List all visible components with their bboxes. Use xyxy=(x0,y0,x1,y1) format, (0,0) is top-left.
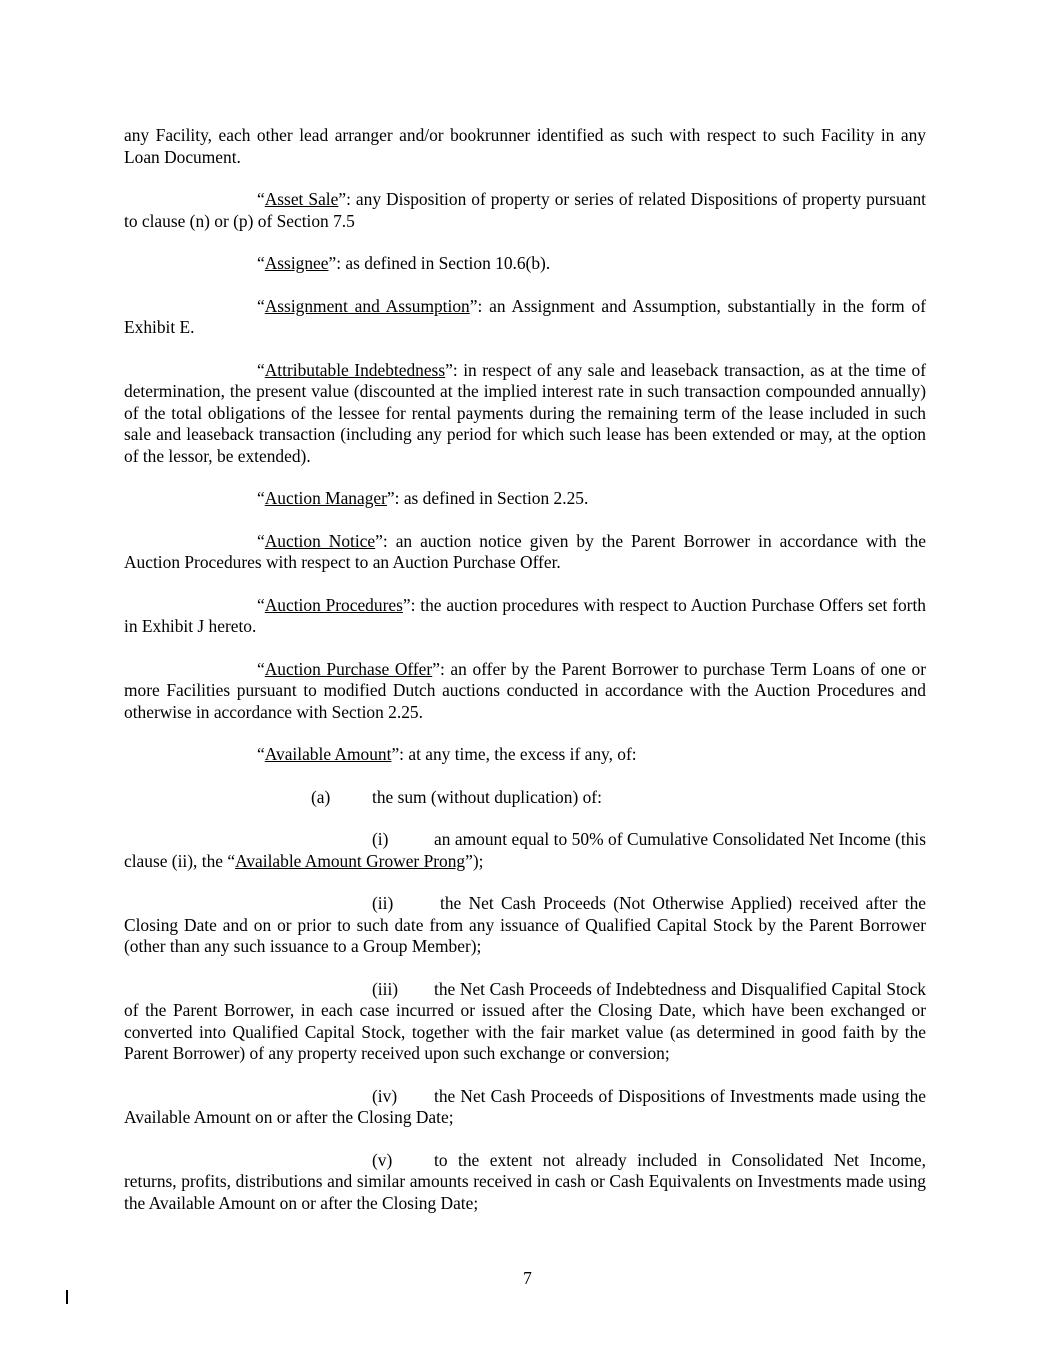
defined-term: Asset Sale xyxy=(264,189,339,209)
subclause-text: the Net Cash Proceeds (Not Otherwise Applied) received after the Closing Date and on or prior to such date from any issuance of Qualified Capital Stock by the Parent Borrower (other than any such issuance to a Group Member); xyxy=(124,893,926,956)
definition-body: : as defined in Section 10.6(b). xyxy=(336,253,551,273)
defined-term: Assignment and Assumption xyxy=(264,295,470,316)
defined-term: Auction Notice xyxy=(264,530,376,551)
subclause-text: to the extent not already included in Consolidated Net Income, returns, profits, distributions and similar amounts received in cash or Cash Equivalents on Investments made using the Available Amount on or after the Closing Date; xyxy=(124,1149,926,1213)
definition-assignee: “Assignee”: as defined in Section 10.6(b). xyxy=(257,253,551,273)
definition-body: : in respect of any sale and leaseback transaction, as at the time of determination, the present value (discounted at the implied interest rate in such transaction compounded annually) of the total obligations of the lessee for rental payments during the remaining term of the lease included in such sale and leaseback transaction (including any period for which such lease has been extended or may, at the option of the lessor, be extended). xyxy=(124,359,926,466)
definition-body: : the auction procedures with respect to Auction Purchase Offers set forth in Exhibit J hereto. xyxy=(124,594,927,636)
subclause-label: (iii) xyxy=(372,978,399,999)
definition-body: : an auction notice given by the Parent Borrower in accordance with the Auction Procedures with respect to an Auction Purchase Offer. xyxy=(124,530,926,572)
subclause-i xyxy=(124,829,926,872)
definition-body: : at any time, the excess if any, of: xyxy=(399,744,637,764)
intro-paragraph: any Facility, each other lead arranger and/or bookrunner identified as such with respect to such Facility in any Loan Document. xyxy=(124,125,926,167)
clause-label: (a) xyxy=(311,786,331,807)
subclause-text: the Net Cash Proceeds of Dispositions of Investments made using the Available Amount on or after the Closing Date; xyxy=(124,1085,926,1127)
defined-term: Assignee xyxy=(264,253,329,273)
document-body xyxy=(124,125,926,1235)
defined-term: Available Amount Grower Prong xyxy=(235,850,466,871)
subclause-text: an amount equal to 50% of Cumulative Consolidated Net Income (this clause (ii), the “ xyxy=(124,829,926,871)
subclause-ii xyxy=(124,893,926,958)
revision-bar xyxy=(66,1290,68,1304)
subclause-label: (iv) xyxy=(372,1085,398,1106)
definition-body: : an offer by the Parent Borrower to purchase Term Loans of one or more Facilities pursuant to modified Dutch auctions conducted in accordance with the Auction Procedures and otherwise in accordance with Section 2.25. xyxy=(124,658,926,722)
defined-term: Available Amount xyxy=(264,744,392,764)
definition-body: : any Disposition of property or series of related Dispositions of property pursuant to clause (n) or (p) of Section 7.5 xyxy=(124,189,926,231)
definition-body: : an Assignment and Assumption, substantially in the form of Exhibit E. xyxy=(124,295,926,337)
definition-auction-manager: “Auction Manager”: as defined in Section 2.25. xyxy=(257,488,589,508)
subclause-label: (i) xyxy=(372,829,389,849)
definition-asset-sale: “Asset Sale”: any Disposition of property or series of related Dispositions of property pursuant to clause (n) or (p) of Section 7.5 xyxy=(124,189,926,231)
definition-attributable-indebtedness: “Attributable Indebtedness”: in respect of any sale and leaseback transaction, as at the time of determination, the present value (discounted at the implied interest rate in such transaction compounded annually) of the total obligations of the lessee for rental payments during the remaining term of the lease included in such sale and leaseback transaction (including any period for which such lease has been extended or may, at the option of the lessor, be extended). xyxy=(124,359,926,466)
definition-auction-purchase-offer: “Auction Purchase Offer”: an offer by the Parent Borrower to purchase Term Loans of one or more Facilities pursuant to modified Dutch auctions conducted in accordance with the Auction Procedures and otherwise in accordance with Section 2.25. xyxy=(124,658,926,722)
subclause-text: the Net Cash Proceeds of Indebtedness and Disqualified Capital Stock of the Parent Borrower, in each case incurred or issued after the Closing Date, which have been exchanged or converted into Qualified Capital Stock, together with the fair market value (as determined in good faith by the Parent Borrower) of any property received upon such exchange or conversion; xyxy=(124,978,926,1063)
definition-auction-notice: “Auction Notice”: an auction notice given by the Parent Borrower in accordance with the Auction Procedures with respect to an Auction Purchase Offer. xyxy=(124,530,926,572)
defined-term: Auction Procedures xyxy=(264,594,403,615)
defined-term: Auction Manager xyxy=(264,488,387,508)
clause-text: the sum (without duplication) of: xyxy=(372,786,602,807)
subclause-iii xyxy=(124,979,926,1065)
clause-a xyxy=(124,787,926,809)
subclause-iv xyxy=(124,1086,926,1129)
definition-assignment-and-assumption: “Assignment and Assumption”: an Assignment and Assumption, substantially in the form of Exhibit E. xyxy=(124,295,926,337)
definition-auction-procedures: “Auction Procedures”: the auction procedures with respect to Auction Purchase Offers set forth in Exhibit J hereto. xyxy=(124,594,927,636)
subclause-v xyxy=(124,1150,926,1215)
definition-body: : as defined in Section 2.25. xyxy=(394,488,589,508)
defined-term: Attributable Indebtedness xyxy=(264,359,446,380)
definition-available-amount: “Available Amount”: at any time, the excess if any, of: xyxy=(257,744,637,764)
defined-term: Auction Purchase Offer xyxy=(264,658,433,679)
page-number: 7 xyxy=(523,1268,532,1288)
subclause-text-end: ”); xyxy=(465,850,484,871)
subclause-label: (v) xyxy=(372,1149,393,1170)
subclause-label: (ii) xyxy=(372,893,394,913)
